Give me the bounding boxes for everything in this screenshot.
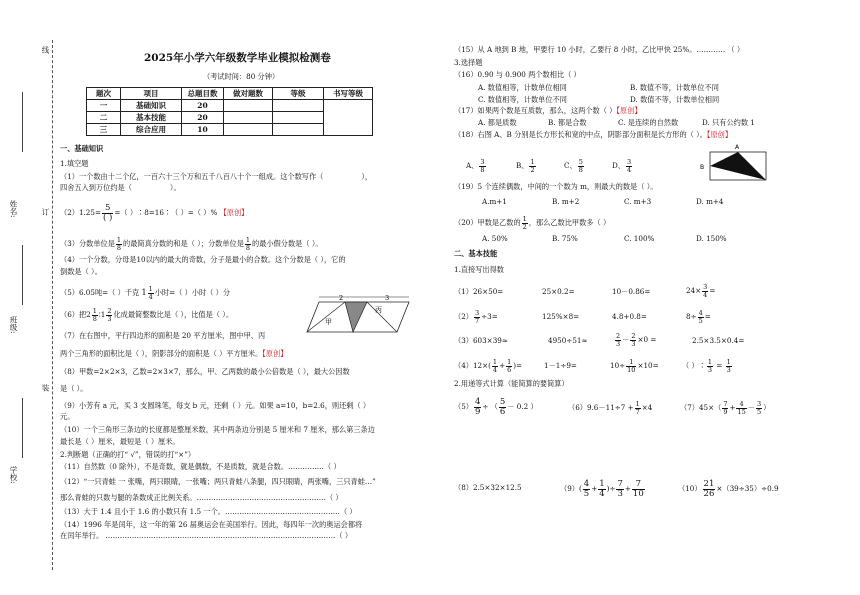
- denominator: 9: [723, 407, 728, 416]
- calc-1d: 24× $\frac{3}{4}$ =: [686, 283, 716, 299]
- school-blank[interactable]: [22, 398, 23, 458]
- calc-1c: 10－0.86=: [612, 287, 651, 296]
- table-row: [87, 100, 373, 112]
- c18-text: （18）右图 A、B 分别是长方形长和宽的中点，阴影部分面积是长方形的（ ）。: [454, 130, 707, 139]
- binding-dashed-line: [52, 40, 53, 570]
- denominator: 26: [703, 488, 715, 499]
- calc-fraction: [702, 284, 708, 298]
- numerator: 3: [703, 283, 708, 291]
- cell: 10: [182, 124, 224, 136]
- choice-heading: 3.选择题: [454, 58, 483, 67]
- fill-heading: 1.填空题: [60, 159, 89, 168]
- denominator: 4: [148, 292, 153, 301]
- expr-6: [568, 401, 652, 415]
- numerator: 3: [480, 158, 485, 166]
- writing-grade-cell[interactable]: [324, 100, 373, 136]
- j14-line1: （14）1996 年是闰年，这一年的第 26 届奥运会在美国举行。因此，每四年一次的奥运会都将: [60, 520, 363, 529]
- numerator: 7: [632, 480, 645, 490]
- calc-fraction: [506, 359, 512, 373]
- denominator: 4: [626, 165, 632, 174]
- c18: [454, 131, 732, 138]
- c18-option-c[interactable]: [564, 159, 585, 173]
- denominator: 15: [737, 407, 746, 416]
- q1-line2: [60, 184, 181, 191]
- cell: 20: [182, 112, 224, 124]
- option-fraction: [479, 159, 485, 173]
- calc-fraction: [474, 310, 480, 324]
- q3-fraction: [116, 237, 122, 251]
- denominator: 3: [707, 365, 712, 374]
- q4-line2: 倒数是（ ）。: [60, 267, 102, 276]
- denominator: 4: [599, 488, 605, 499]
- name-label: 姓名:: [9, 200, 18, 218]
- c20-option-a[interactable]: A. 50%: [482, 234, 508, 243]
- expr-fraction: [583, 480, 590, 498]
- denominator: 3: [617, 488, 623, 499]
- calc-1b: 25×0.2=: [542, 287, 575, 296]
- expr-9: [560, 480, 646, 498]
- denominator: 5: [756, 407, 762, 416]
- calc-text: 10÷: [610, 361, 626, 370]
- parallelogram-figure: [305, 294, 415, 336]
- numerator: 3: [474, 309, 480, 317]
- numerator: 1: [635, 400, 640, 408]
- q5-fraction: [148, 286, 154, 300]
- expr-fraction: [598, 480, 605, 498]
- section-1-heading: 一、基础知识: [60, 144, 104, 153]
- c16-option-c[interactable]: C. 数值相等，计数单位不同: [478, 95, 567, 104]
- grade-input-cell[interactable]: [273, 124, 324, 136]
- expr-fraction: [736, 401, 746, 415]
- denominator: 5: [583, 488, 590, 499]
- calc-fraction: [726, 359, 732, 373]
- name-blank[interactable]: [22, 92, 23, 152]
- cell: 二: [87, 112, 121, 124]
- cell: 20: [182, 100, 224, 112]
- calc-3d: 2.5×3.5×0.4=: [692, 336, 745, 345]
- c16: （16）0.90 与 0.900 两个数相比（ ）: [454, 70, 581, 79]
- q3: [60, 237, 323, 251]
- expr-fraction: [474, 398, 481, 416]
- q8-line2: 是（ ）。: [60, 384, 88, 393]
- c18-option-a[interactable]: [466, 159, 487, 173]
- header-cell: 项目: [121, 88, 182, 100]
- c19-option-d[interactable]: D. m+4: [696, 197, 724, 206]
- label-3: 3: [385, 294, 390, 302]
- expr-text: +: [729, 403, 736, 412]
- c20-option-b[interactable]: B. 75%: [552, 234, 578, 243]
- q6-pre: （6）把2: [60, 310, 91, 319]
- expr-text: （5）: [454, 402, 473, 411]
- q1-line1: [60, 173, 372, 180]
- header-cell: 题次: [87, 88, 121, 100]
- q6-ratio: ∶1: [98, 310, 106, 319]
- denominator: 6: [507, 365, 512, 374]
- c18-option-d[interactable]: [612, 159, 633, 173]
- score-table-header: [87, 88, 373, 100]
- section-2-heading: 二、基本技能: [454, 249, 498, 258]
- grade-input-cell[interactable]: [273, 112, 324, 124]
- original-tag: 【原创】: [219, 208, 249, 217]
- label-2: 2: [339, 294, 344, 302]
- label-jia: 甲: [325, 318, 332, 326]
- calc-fraction: [615, 333, 621, 347]
- class-label: 班级:: [9, 316, 18, 334]
- denominator: 8: [578, 165, 583, 174]
- c17-option-a[interactable]: A. 都是质数: [478, 118, 517, 127]
- q2: [60, 204, 248, 222]
- q3-fraction-2: [245, 237, 251, 251]
- label-a: A: [735, 144, 740, 151]
- numerator: 3: [756, 400, 762, 408]
- calc-1a: （1）26×50=: [454, 287, 504, 296]
- q4-line1: （4）一个分数，分母是10以内的最大的奇数，分子是最小的合数。这个分数是（ ），它的: [60, 255, 346, 264]
- q1b-text: 四舍五入到万位约是（: [60, 183, 132, 192]
- school-label: 学校:: [9, 466, 18, 484]
- q2-post: =（ ）∶8=16∶（ ）=（ ）%: [114, 208, 218, 217]
- q6-post: 化成最简整数比是（ ），比值是（ ）。: [113, 310, 234, 319]
- numerator: 4: [583, 479, 590, 489]
- calc-4b: 1－1÷9=: [544, 361, 577, 370]
- c17-option-c[interactable]: C. 是连续的自然数: [618, 118, 679, 127]
- expr-text: （10）: [678, 484, 702, 493]
- q6: [60, 308, 233, 322]
- numerator: 2: [107, 307, 112, 315]
- q3-post: 的最小假分数是（ ）。: [252, 239, 323, 248]
- expr-fraction: [722, 401, 728, 415]
- calc-text: 24×: [686, 286, 702, 295]
- denominator: 2: [522, 222, 527, 231]
- option-label: C、: [564, 161, 577, 170]
- calc-4c: [610, 359, 659, 373]
- q6-fraction-2: [106, 308, 112, 322]
- j12-line2: 那么青蛙的只数与腿的条数成正比例关系。………………………………………………（ ）: [60, 493, 343, 502]
- denominator: 4: [703, 290, 708, 299]
- shaded-triangle: [345, 302, 367, 332]
- judge-heading: 2.判断题（正确的打“ √”，错误的打“×”）: [60, 450, 196, 459]
- denominator: 8: [245, 243, 251, 252]
- j14-line2: 在闰年举行。 ……………………………………………………………………………………（ ）: [60, 531, 353, 540]
- option-fraction: [578, 159, 584, 173]
- class-blank[interactable]: [22, 245, 23, 305]
- expr-text: －: [747, 403, 755, 412]
- q1-end: ），: [361, 172, 373, 181]
- q1b-end: ）。: [169, 183, 181, 192]
- denominator: ( ): [102, 212, 113, 223]
- numerator: 1: [726, 358, 731, 366]
- calc-3b: 4950÷51≈: [548, 336, 588, 345]
- expr-text: ）: [763, 403, 771, 412]
- original-tag: 【原创】: [706, 130, 733, 139]
- c19-option-a[interactable]: A.m+1: [482, 197, 507, 206]
- score-table: [86, 87, 373, 136]
- expr-fraction: [756, 401, 762, 415]
- original-tag: 【原创】: [616, 106, 642, 115]
- c20-fraction: [522, 216, 528, 230]
- calc-text: )=: [513, 361, 523, 370]
- expr-8: （8）2.5×32×12.5: [454, 483, 522, 492]
- score-input-cell[interactable]: [224, 124, 273, 136]
- denominator: 4: [492, 365, 498, 374]
- calc-text: 8÷: [686, 312, 697, 321]
- expr-5: [454, 398, 538, 416]
- original-tag: 【原创】: [262, 349, 288, 358]
- calc-text: =: [714, 361, 725, 370]
- calc-text: ÷3=: [481, 312, 498, 321]
- numerator: 1: [116, 236, 122, 244]
- denominator: 3: [726, 365, 731, 374]
- c17-option-d[interactable]: D. 只有公约数 1: [702, 118, 755, 127]
- cell: 综合应用: [121, 124, 182, 136]
- denominator: 7: [635, 407, 640, 416]
- numerator: 5: [578, 158, 583, 166]
- j12-line1: （12）“一只青蛙 一 张嘴，两只眼睛，一张嘴；两只青蛙八条腿，四只眼睛，两张嘴，三只青蛙…”: [60, 477, 376, 486]
- calc-fraction: [698, 310, 704, 324]
- j11: （11）自然数（0 除外），不是奇数，就是偶数，不是质数，就是合数。……………（ ）: [60, 462, 341, 471]
- option-label: B、: [516, 161, 529, 170]
- denominator: 8: [116, 243, 122, 252]
- denominator: 10: [627, 365, 636, 374]
- cell: 基本技能: [121, 112, 182, 124]
- q5-whole: 1: [141, 288, 147, 297]
- binding-ding-char: 订: [41, 208, 50, 216]
- c16-option-d[interactable]: D. 数值不等，计数单位相同: [630, 95, 720, 104]
- q5-post: 小时=（ ）小时（ ）分: [154, 288, 231, 297]
- numerator: 1: [530, 158, 535, 166]
- numerator: 1: [707, 358, 712, 366]
- expr-10: [678, 480, 779, 498]
- expr-fraction: [616, 480, 623, 498]
- c16-option-a[interactable]: A. 数值相等，计数单位相同: [478, 83, 567, 92]
- c17-option-b[interactable]: B. 都是合数: [548, 118, 587, 127]
- q1-text: （1）一个数由十二个亿，一百六十三个万和五千八百八十个一组成。这个数写作（: [60, 172, 324, 181]
- header-cell: 等级: [273, 88, 324, 100]
- numerator: 7: [723, 400, 728, 408]
- c19: （19）5 个连续偶数，中间的一个数为 m，则最大的数是（ ）。: [454, 182, 658, 191]
- cell: 三: [87, 124, 121, 136]
- denominator: 3: [631, 339, 636, 348]
- c17: [454, 107, 642, 114]
- calc-2a: [454, 310, 498, 324]
- expr-fraction: [703, 480, 716, 498]
- calc-text: （ ）∶: [682, 361, 706, 370]
- binding-line-char: 线: [41, 46, 50, 54]
- expr-text: ×（39÷35）÷0.9: [716, 484, 779, 493]
- calc-2c: 4.8+0.8=: [612, 312, 647, 321]
- expr-fraction: [635, 401, 641, 415]
- denominator: 10: [632, 488, 644, 499]
- expr-text: ×4: [641, 403, 653, 412]
- numerator: 1: [599, 479, 605, 489]
- calc-3a: （3）603×39≈: [454, 336, 508, 345]
- q7-line2: [60, 350, 287, 357]
- j13: （13）大于 1.4 且小于 1.6 的小数只有 1.5 一个。…………………………………………（ ）: [60, 507, 357, 516]
- q8-line1: （8）甲数=2×2×3，乙数=2×3×7，那么，甲、乙两数的最小公倍数是（ ），最大公因数: [60, 367, 350, 376]
- header-cell: 书写等级: [324, 88, 373, 100]
- expr-text: － 0.2 ）: [507, 402, 538, 411]
- q2-fraction: [102, 204, 113, 222]
- shaded-triangle: [710, 152, 766, 180]
- q9-line1: （9）小芳有 a 元，买 3 支圆珠笔，每支 b 元，还剩（ ）元。如果 a=10，b=2.6，则还剩（ ）: [60, 401, 371, 410]
- grade-input-cell[interactable]: [273, 100, 324, 112]
- denominator: 8: [92, 314, 97, 323]
- c20-option-d[interactable]: D. 150%: [696, 234, 727, 243]
- diagonal-line: [367, 302, 397, 332]
- calc-fraction: [707, 359, 713, 373]
- calc-text: －: [622, 335, 630, 344]
- expr-text: （9）(: [560, 484, 582, 493]
- q6-fraction-1: [92, 308, 98, 322]
- numerator: 4: [698, 309, 703, 317]
- option-label: D、: [612, 161, 625, 170]
- c17-text: （17）如果两个数是互质数，那么，这两个数（ ）: [454, 106, 617, 115]
- numerator: 1: [507, 358, 512, 366]
- denominator: 5: [698, 316, 703, 325]
- numerator: 21: [703, 479, 715, 489]
- q9-line2: 元。: [60, 412, 75, 421]
- c20-pre: （20）甲数是乙数的: [454, 218, 521, 227]
- denominator: 6: [499, 406, 506, 417]
- calc-text: +: [499, 361, 506, 370]
- expr-text: +: [624, 484, 631, 493]
- q10-line1: （10）一个三角形三条边的长度都是整厘米数，其中两条边分别是 5 厘米和 7 厘米，那么第三条边: [60, 425, 375, 434]
- option-label: A、: [466, 161, 479, 170]
- expr-text: +: [591, 484, 598, 493]
- cell: 一: [87, 100, 121, 112]
- expr-text: )÷: [606, 484, 616, 493]
- page-title: 2025年小学六年级数学毕业模拟检测卷: [144, 52, 331, 64]
- label-b: B: [700, 164, 705, 171]
- score-input-cell[interactable]: [224, 112, 273, 124]
- q5: [60, 286, 230, 300]
- calc-text: （4）12×(: [454, 361, 491, 370]
- numerator: 5: [102, 204, 113, 214]
- calc-fraction: [626, 359, 636, 373]
- numerator: 1: [245, 236, 251, 244]
- j15: （15）从 A 地到 B 地，甲要行 10 小时，乙要行 8 小时，乙比甲快 25%。………… （ ）: [454, 45, 745, 54]
- denominator: 8: [480, 165, 485, 174]
- calc-2d: 8÷ $\frac{4}{5}$ =: [686, 309, 711, 325]
- numerator: 1: [148, 285, 153, 293]
- option-fraction: [529, 159, 535, 173]
- calc-3c: [614, 333, 656, 347]
- denominator: 7: [474, 316, 480, 325]
- calc-2b: 125%×8=: [542, 312, 580, 321]
- denominator: 9: [474, 406, 481, 417]
- c18-option-b[interactable]: [516, 159, 537, 173]
- calc-text: ×0 =: [637, 335, 657, 344]
- header-cell: 总题目数: [182, 88, 224, 100]
- score-input-cell[interactable]: [224, 100, 273, 112]
- numerator: 2: [616, 332, 621, 340]
- rectangle-figure: [700, 142, 770, 184]
- q3-mid: 的最简真分数的和是（ ）；分数单位是: [123, 239, 244, 248]
- calc-fraction: [492, 359, 498, 373]
- calc-fraction: [630, 333, 636, 347]
- calc-4d: [682, 359, 733, 373]
- c19-option-b[interactable]: B. m+2: [552, 197, 580, 206]
- label-bing: 丙: [375, 306, 382, 314]
- header-cell: 做对题数: [224, 88, 273, 100]
- denominator: 3: [107, 314, 112, 323]
- calc-text: ×10=: [637, 361, 659, 370]
- binding-zhuang-char: 装: [41, 384, 50, 392]
- cell: 基础知识: [121, 100, 182, 112]
- q2-pre: （2）1.25=: [60, 208, 101, 217]
- numerator: 1: [522, 215, 527, 223]
- expr-text: （6）9.6－11÷7 +: [568, 403, 634, 412]
- q10-line2: 最长是（ ）厘米，最短是（ ）厘米。: [60, 437, 180, 446]
- expr-text: （7）45×（: [680, 403, 722, 412]
- expr-7: [680, 401, 770, 415]
- exam-time: （考试时间：80 分钟）: [203, 72, 280, 81]
- calc-text: （2）: [454, 312, 473, 321]
- expr-fraction: [632, 480, 645, 498]
- q5-pre: （5）6.05吨=（ ）千克: [60, 288, 140, 297]
- numerator: 5: [499, 397, 506, 407]
- numerator: 4: [474, 397, 481, 407]
- numerator: 2: [631, 332, 636, 340]
- q7-text: 两个三角形的面积比是（ ），阴影部分的面积是（ ）平方厘米。: [60, 349, 263, 358]
- denominator: 3: [616, 339, 621, 348]
- calc-4a: [454, 359, 522, 373]
- q3-pre: （3）分数单位是: [60, 239, 115, 248]
- numerator: 4: [736, 401, 746, 409]
- expr-fraction: [499, 398, 506, 416]
- option-fraction: [626, 159, 632, 173]
- denominator: 2: [530, 165, 535, 174]
- c20: [454, 216, 610, 230]
- numerator: 3: [626, 158, 632, 166]
- c16-option-b[interactable]: B. 数值不等，计数单位不同: [630, 83, 719, 92]
- numerator: 1: [492, 358, 498, 366]
- direct-heading: 1.直接写出得数: [454, 265, 504, 274]
- numerator: 1: [92, 307, 97, 315]
- simple-heading: 2.用递等式计算（能简算的要简算）: [454, 379, 569, 388]
- c20-post: ，那么乙数比甲数多（ ）: [528, 218, 611, 227]
- expr-text: ÷ （: [482, 402, 498, 411]
- c19-option-c[interactable]: C. m+3: [624, 197, 652, 206]
- c20-option-c[interactable]: C. 100%: [624, 234, 655, 243]
- numerator: 1: [626, 359, 636, 367]
- numerator: 7: [617, 479, 623, 489]
- q7-line1: （7）在右图中，平行四边形的面积是 20 平方厘米，图中甲、丙: [60, 331, 266, 340]
